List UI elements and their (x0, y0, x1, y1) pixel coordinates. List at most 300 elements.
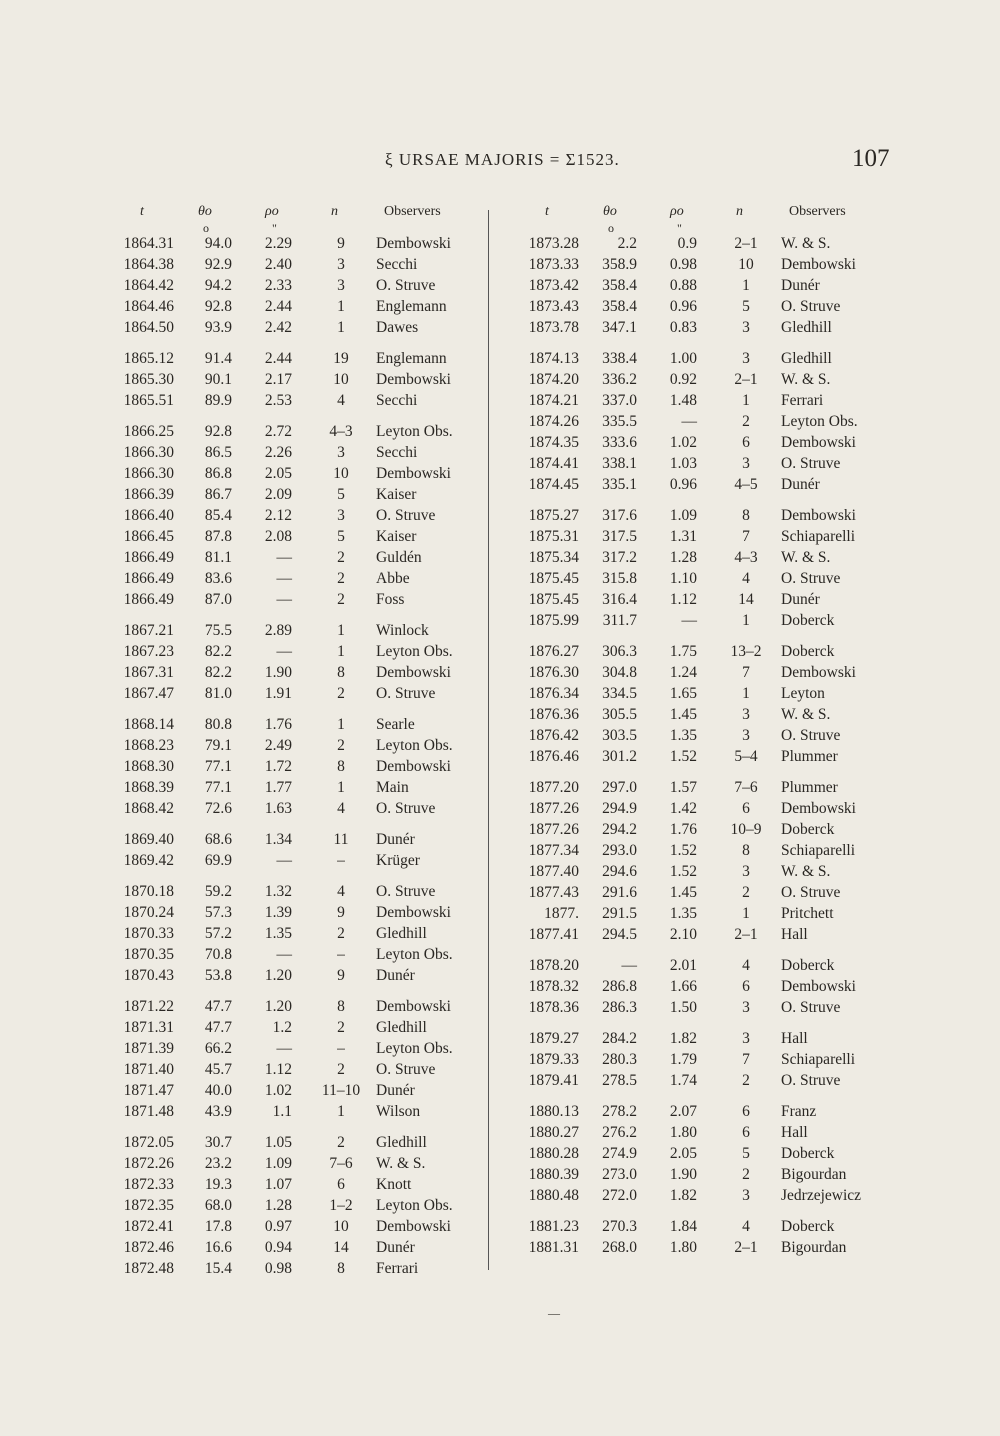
theta-cell: 278.2 (602, 1103, 637, 1120)
t-cell: 1877.20 (528, 779, 579, 796)
rho-cell: 1.90 (264, 664, 292, 681)
rho-cell: 1.05 (264, 1134, 292, 1151)
table-row (505, 705, 890, 726)
theta-cell: 305.5 (602, 706, 637, 723)
observer-cell: O. Struve (376, 685, 436, 702)
rho-cell: 1.50 (669, 999, 697, 1016)
table-row (505, 433, 890, 454)
t-cell: 1867.21 (123, 622, 174, 639)
observer-cell: Dembowski (376, 465, 451, 482)
theta-cell: 82.2 (204, 643, 232, 660)
theta-cell: 272.0 (602, 1187, 637, 1204)
t-cell: 1872.35 (123, 1197, 174, 1214)
theta-cell: 59.2 (204, 883, 232, 900)
t-cell: 1869.40 (123, 831, 174, 848)
observer-cell: O. Struve (781, 884, 841, 901)
n-cell: 1 (337, 779, 345, 796)
n-cell: 2–1 (734, 371, 758, 388)
left-observations-table (100, 204, 480, 1280)
theta-cell: 92.8 (204, 423, 232, 440)
column-header-theta: θo (603, 204, 617, 219)
table-row (505, 276, 890, 297)
t-cell: 1877.34 (528, 842, 579, 859)
t-cell: 1874.20 (528, 371, 579, 388)
observer-cell: Gledhill (781, 350, 832, 367)
table-row (505, 883, 890, 904)
n-cell: 1 (337, 319, 345, 336)
table-row (505, 1217, 890, 1238)
rho-cell: 1.28 (264, 1197, 292, 1214)
theta-cell: 91.4 (204, 350, 232, 367)
theta-cell: 68.0 (204, 1197, 232, 1214)
observer-cell: O. Struve (781, 570, 841, 587)
observer-cell: Dembowski (781, 434, 856, 451)
observer-cell: Hall (781, 1124, 808, 1141)
n-cell: 2 (337, 737, 345, 754)
n-cell: 5 (337, 486, 345, 503)
rho-cell: 1.20 (264, 998, 292, 1015)
t-cell: 1879.41 (528, 1072, 579, 1089)
t-cell: 1873.42 (528, 277, 579, 294)
observer-cell: Schiaparelli (781, 528, 856, 545)
theta-cell: 45.7 (204, 1061, 232, 1078)
theta-cell: 86.8 (204, 465, 232, 482)
n-cell: 4 (742, 1218, 750, 1235)
t-cell: 1872.41 (123, 1218, 174, 1235)
t-cell: 1878.32 (528, 978, 579, 995)
theta-cell: 69.9 (204, 852, 232, 869)
observer-cell: Doberck (781, 1218, 835, 1235)
theta-cell: 358.4 (602, 298, 637, 315)
table-row (100, 1154, 480, 1175)
theta-cell: 40.0 (204, 1082, 232, 1099)
observer-cell: Doberck (781, 1145, 835, 1162)
rho-cell: — (681, 413, 697, 430)
observer-cell: Kaiser (376, 486, 417, 503)
observer-cell: Gledhill (376, 1019, 427, 1036)
table-row (505, 1186, 890, 1207)
table-row (100, 1133, 480, 1154)
n-cell: 4 (742, 957, 750, 974)
n-cell: 4–3 (329, 423, 353, 440)
rho-cell: 2.10 (669, 926, 697, 943)
n-cell: 2 (337, 591, 345, 608)
rho-cell: 2.29 (264, 235, 292, 252)
t-cell: 1870.33 (123, 925, 174, 942)
observer-cell: Dembowski (376, 998, 451, 1015)
t-cell: 1864.46 (123, 298, 174, 315)
t-cell: 1866.45 (123, 528, 174, 545)
theta-cell: 286.3 (602, 999, 637, 1016)
rho-cell: 0.9 (677, 235, 697, 252)
n-cell: 2 (742, 1072, 750, 1089)
rho-cell: 1.02 (669, 434, 697, 451)
table-row (100, 663, 480, 684)
table-row (505, 663, 890, 684)
n-cell: 2 (742, 884, 750, 901)
n-cell: 4–3 (734, 549, 758, 566)
theta-cell: 333.6 (602, 434, 637, 451)
n-cell: – (337, 852, 345, 869)
table-row (505, 590, 890, 611)
rho-cell: 1.74 (669, 1072, 697, 1089)
n-cell: 8 (337, 1260, 345, 1277)
n-cell: 1 (337, 1103, 345, 1120)
n-cell: 10 (738, 256, 754, 273)
t-cell: 1872.46 (123, 1239, 174, 1256)
theta-cell: 92.9 (204, 256, 232, 273)
t-cell: 1868.42 (123, 800, 174, 817)
observer-cell: Leyton (781, 685, 825, 702)
rho-cell: 1.65 (669, 685, 697, 702)
t-cell: 1873.28 (528, 235, 579, 252)
n-cell: 5 (742, 1145, 750, 1162)
observer-cell: Wilson (376, 1103, 421, 1120)
t-cell: 1864.38 (123, 256, 174, 273)
observer-cell: O. Struve (781, 298, 841, 315)
t-cell: 1873.43 (528, 298, 579, 315)
rho-cell: 2.17 (264, 371, 292, 388)
rho-unit: " (677, 221, 682, 235)
table-row (100, 527, 480, 548)
rho-cell: 0.96 (669, 476, 697, 493)
n-cell: 7 (742, 664, 750, 681)
observer-cell: Leyton Obs. (376, 423, 453, 440)
theta-cell: 53.8 (204, 967, 232, 984)
rho-cell: 1.02 (264, 1082, 292, 1099)
n-cell: 2 (742, 1166, 750, 1183)
theta-cell: 301.2 (602, 748, 637, 765)
theta-cell: 335.5 (602, 413, 637, 430)
theta-cell: 317.6 (602, 507, 637, 524)
n-cell: 6 (742, 800, 750, 817)
t-cell: 1870.35 (123, 946, 174, 963)
rho-cell: 1.63 (264, 800, 292, 817)
year-block (505, 778, 890, 946)
observer-cell: Ferrari (781, 392, 824, 409)
table-row (100, 903, 480, 924)
observer-cell: O. Struve (781, 727, 841, 744)
n-cell: 8 (742, 842, 750, 859)
year-block (505, 506, 890, 632)
t-cell: 1873.78 (528, 319, 579, 336)
n-cell: 2 (337, 685, 345, 702)
observer-cell: Leyton Obs. (376, 946, 453, 963)
t-cell: 1880.27 (528, 1124, 579, 1141)
observer-cell: Dunér (781, 476, 820, 493)
rho-cell: 0.98 (264, 1260, 292, 1277)
observer-cell: Doberck (781, 612, 835, 629)
rho-cell: — (276, 570, 292, 587)
table-row (100, 757, 480, 778)
theta-cell: 90.1 (204, 371, 232, 388)
table-row (505, 925, 890, 946)
observer-cell: O. Struve (781, 999, 841, 1016)
t-cell: 1881.31 (528, 1239, 579, 1256)
theta-cell: 23.2 (204, 1155, 232, 1172)
t-cell: 1880.48 (528, 1187, 579, 1204)
rho-cell: 1.66 (669, 978, 697, 995)
observer-cell: Leyton Obs. (376, 643, 453, 660)
theta-cell: 43.9 (204, 1103, 232, 1120)
theta-cell: 276.2 (602, 1124, 637, 1141)
n-cell: 8 (337, 664, 345, 681)
table-row (505, 611, 890, 632)
theta-unit: o (203, 221, 209, 235)
rho-cell: 1.42 (669, 800, 697, 817)
t-cell: 1871.40 (123, 1061, 174, 1078)
observer-cell: Dembowski (781, 664, 856, 681)
t-cell: 1866.49 (123, 549, 174, 566)
t-cell: 1875.34 (528, 549, 579, 566)
t-cell: 1866.39 (123, 486, 174, 503)
observer-cell: Dunér (376, 1239, 415, 1256)
theta-cell: 81.0 (204, 685, 232, 702)
table-row (100, 799, 480, 820)
t-cell: 1870.18 (123, 883, 174, 900)
n-cell: 10 (333, 371, 349, 388)
n-cell: 4–5 (734, 476, 758, 493)
rho-cell: 1.76 (669, 821, 697, 838)
observer-cell: Searle (376, 716, 415, 733)
observer-cell: Leyton Obs. (376, 737, 453, 754)
t-cell: 1864.50 (123, 319, 174, 336)
rho-cell: — (276, 549, 292, 566)
t-cell: 1875.99 (528, 612, 579, 629)
n-cell: – (337, 1040, 345, 1057)
rho-cell: 1.34 (264, 831, 292, 848)
rho-cell: — (276, 946, 292, 963)
observer-cell: Dembowski (376, 371, 451, 388)
theta-cell: 317.2 (602, 549, 637, 566)
rho-cell: 1.35 (669, 727, 697, 744)
table-row (100, 684, 480, 705)
theta-cell: 306.3 (602, 643, 637, 660)
t-cell: 1868.14 (123, 716, 174, 733)
table-row (100, 255, 480, 276)
year-block (100, 882, 480, 987)
rho-cell: 2.49 (264, 737, 292, 754)
t-cell: 1868.30 (123, 758, 174, 775)
table-row (505, 454, 890, 475)
t-cell: 1872.05 (123, 1134, 174, 1151)
observer-cell: Bigourdan (781, 1166, 847, 1183)
rho-cell: 1.32 (264, 883, 292, 900)
table-row (100, 882, 480, 903)
n-cell: 2 (742, 413, 750, 430)
n-cell: 3 (742, 319, 750, 336)
rho-unit: " (272, 221, 277, 235)
n-cell: 3 (742, 706, 750, 723)
table-row (100, 318, 480, 339)
rho-cell: 2.09 (264, 486, 292, 503)
theta-cell: 86.7 (204, 486, 232, 503)
n-cell: 6 (742, 1103, 750, 1120)
year-block (100, 234, 480, 339)
theta-cell: 311.7 (602, 612, 637, 629)
t-cell: 1877.26 (528, 800, 579, 817)
table-row (100, 621, 480, 642)
table-row (505, 684, 890, 705)
n-cell: 1 (742, 612, 750, 629)
table-row (100, 590, 480, 611)
table-row (100, 736, 480, 757)
table-row (505, 569, 890, 590)
theta-cell: 77.1 (204, 779, 232, 796)
rho-cell: 1.20 (264, 967, 292, 984)
observer-cell: Gledhill (376, 925, 427, 942)
table-row (100, 464, 480, 485)
observer-cell: Gledhill (781, 319, 832, 336)
observer-cell: Englemann (376, 298, 447, 315)
rho-cell: 1.72 (264, 758, 292, 775)
n-cell: 3 (337, 444, 345, 461)
t-cell: 1866.30 (123, 444, 174, 461)
theta-cell: 94.2 (204, 277, 232, 294)
table-row (100, 485, 480, 506)
t-cell: 1876.30 (528, 664, 579, 681)
rho-cell: 2.12 (264, 507, 292, 524)
n-cell: 1 (337, 643, 345, 660)
rho-cell: 1.57 (669, 779, 697, 796)
rho-cell: 0.94 (264, 1239, 292, 1256)
rho-cell: 1.09 (264, 1155, 292, 1172)
rho-cell: 2.53 (264, 392, 292, 409)
t-cell: 1871.48 (123, 1103, 174, 1120)
table-row (100, 297, 480, 318)
theta-cell: 19.3 (204, 1176, 232, 1193)
n-cell: 10 (333, 465, 349, 482)
footer-mark: — (548, 1306, 560, 1320)
year-block (100, 830, 480, 872)
theta-cell: 80.8 (204, 716, 232, 733)
rho-cell: 1.07 (264, 1176, 292, 1193)
theta-cell: 75.5 (204, 622, 232, 639)
observer-cell: Gledhill (376, 1134, 427, 1151)
observer-cell: Bigourdan (781, 1239, 847, 1256)
rho-cell: 2.89 (264, 622, 292, 639)
theta-cell: 70.8 (204, 946, 232, 963)
n-cell: 1–2 (329, 1197, 353, 1214)
t-cell: 1880.13 (528, 1103, 579, 1120)
rho-cell: 1.75 (669, 643, 697, 660)
table-row (505, 904, 890, 925)
theta-cell: 81.1 (204, 549, 232, 566)
table-row (505, 998, 890, 1019)
rho-cell: 1.91 (264, 685, 292, 702)
table-row (100, 997, 480, 1018)
theta-cell: 303.5 (602, 727, 637, 744)
rho-cell: — (276, 1040, 292, 1057)
observer-cell: Franz (781, 1103, 817, 1120)
t-cell: 1874.41 (528, 455, 579, 472)
n-cell: 4 (742, 570, 750, 587)
theta-cell: 273.0 (602, 1166, 637, 1183)
theta-cell: 89.9 (204, 392, 232, 409)
year-block (505, 1029, 890, 1092)
n-cell: 1 (742, 685, 750, 702)
theta-cell: 291.6 (602, 884, 637, 901)
table-row (505, 977, 890, 998)
table-row (100, 569, 480, 590)
t-cell: 1879.33 (528, 1051, 579, 1068)
t-cell: 1876.46 (528, 748, 579, 765)
t-cell: 1870.24 (123, 904, 174, 921)
column-header-rho: ρo (265, 204, 279, 219)
rho-cell: 1.28 (669, 549, 697, 566)
t-cell: 1869.42 (123, 852, 174, 869)
table-row (100, 1196, 480, 1217)
t-cell: 1878.36 (528, 999, 579, 1016)
theta-cell: 79.1 (204, 737, 232, 754)
observer-cell: Secchi (376, 256, 418, 273)
theta-cell: 284.2 (602, 1030, 637, 1047)
observer-cell: Dunér (376, 831, 415, 848)
rho-cell: 1.45 (669, 706, 697, 723)
table-row (100, 443, 480, 464)
table-row (505, 297, 890, 318)
theta-cell: 347.1 (602, 319, 637, 336)
n-cell: 6 (742, 978, 750, 995)
table-row (505, 747, 890, 768)
column-header-t: t (545, 204, 549, 219)
observer-cell: Plummer (781, 779, 838, 796)
page-title: ξ URSAE MAJORIS = Σ1523. (385, 150, 620, 169)
theta-cell: 336.2 (602, 371, 637, 388)
t-cell: 1868.23 (123, 737, 174, 754)
observer-cell: W. & S. (781, 706, 831, 723)
table-row (100, 1102, 480, 1123)
observer-cell: Ferrari (376, 1260, 419, 1277)
rho-cell: 0.97 (264, 1218, 292, 1235)
observer-cell: Dunér (376, 1082, 415, 1099)
observer-cell: O. Struve (781, 1072, 841, 1089)
table-row (505, 1050, 890, 1071)
column-header-observers: Observers (789, 204, 846, 219)
n-cell: 7 (742, 1051, 750, 1068)
n-cell: 3 (742, 455, 750, 472)
table-row (505, 1165, 890, 1186)
unit-row (505, 221, 890, 235)
observer-cell: Kaiser (376, 528, 417, 545)
table-row (505, 475, 890, 496)
year-block (505, 234, 890, 339)
observer-cell: Main (376, 779, 409, 796)
observer-cell: Englemann (376, 350, 447, 367)
n-cell: 2 (337, 1019, 345, 1036)
observer-cell: O. Struve (376, 800, 436, 817)
n-cell: 8 (742, 507, 750, 524)
table-row (100, 1060, 480, 1081)
n-cell: 8 (337, 758, 345, 775)
year-block (505, 1217, 890, 1259)
rho-cell: 1.90 (669, 1166, 697, 1183)
observer-cell: W. & S. (781, 863, 831, 880)
n-cell: 14 (333, 1239, 349, 1256)
t-cell: 1864.31 (123, 235, 174, 252)
observer-cell: Doberck (781, 957, 835, 974)
theta-cell: 16.6 (204, 1239, 232, 1256)
n-cell: 3 (337, 277, 345, 294)
unit-row (100, 221, 480, 235)
t-cell: 1867.31 (123, 664, 174, 681)
table-row (100, 1217, 480, 1238)
t-cell: 1865.12 (123, 350, 174, 367)
rho-cell: 1.48 (669, 392, 697, 409)
theta-cell: 358.4 (602, 277, 637, 294)
observer-cell: Dawes (376, 319, 419, 336)
t-cell: 1871.22 (123, 998, 174, 1015)
